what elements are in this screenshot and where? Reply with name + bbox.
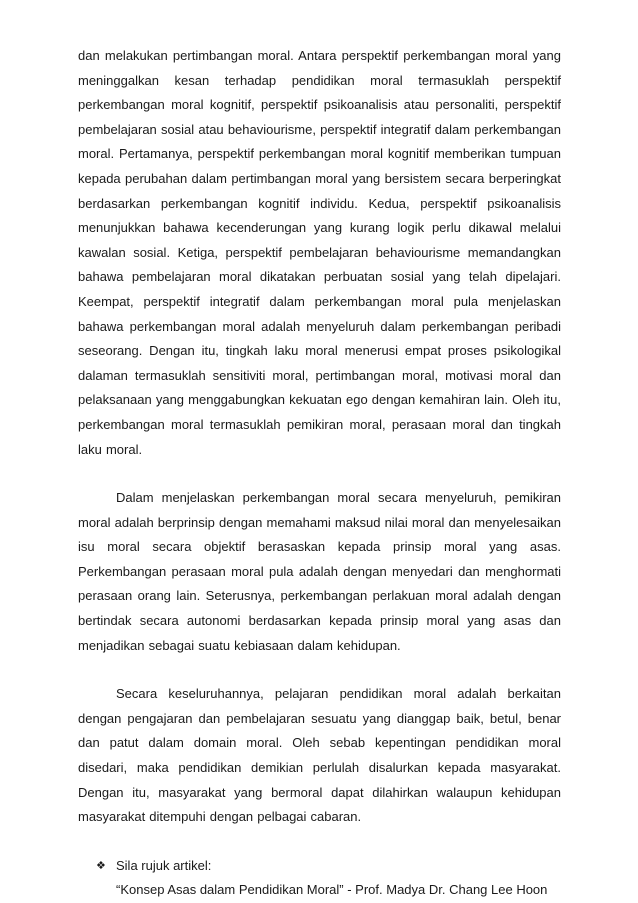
body-paragraph-1: dan melakukan pertimbangan moral. Antara perspektif perkembangan moral yang meninggalkan kesan terhadap pendidikan moral termasuklah perspektif perkembangan moral kognitif, perspektif psikoanalisis atau personaliti, perspektif pembelajaran sosial atau behaviourisme, perspektif integratif dalam perkembangan moral. Pertamanya, perspektif perkembangan moral kognitif memberikan tumpuan kepada perubahan dalam pertimbangan moral yang bersistem secara berperingkat berdasarkan perkembangan kognitif individu. Kedua, perspektif psikoanalisis menunjukkan bahawa kecenderungan yang kurang logik perlu dikawal melalui kawalan sosial. Ketiga, perspektif pembelajaran behaviourisme memandangkan bahawa pembelajaran moral dikatakan perbuatan sosial yang telah dipelajari. Keempat, perspektif integratif dalam perkembangan moral pula menjelaskan bahawa perkembangan moral adalah menyeluruh dalam perkembangan peribadi seseorang. Dengan itu, tingkah laku moral menerusi empat proses psikologikal dalaman termasuklah sensitiviti moral, pertimbangan moral, motivasi moral dan pelaksanaan yang menggabungkan kekuatan ego dengan kemahiran lain. Oleh itu, perkembangan moral termasuklah pemikiran moral, perasaan moral dan tingkah laku moral. [78,48,561,457]
reference-block [96,854,561,903]
paragraph-spacer [78,658,561,682]
body-paragraph-2: Dalam menjelaskan perkembangan moral secara menyeluruh, pemikiran moral adalah berprinsip dengan memahami maksud nilai moral dan menyelesaikan isu moral secara objektif berasaskan kepada prinsip moral yang asas. Perkembangan perasaan moral pula adalah dengan menyedari dan menghormati perasaan orang lain. Seterusnya, perkembangan perlakuan moral adalah dengan bertindak secara autonomi berdasarkan kepada prinsip moral yang asas dan menjadikan sebagai suatu kebiasaan dalam kehidupan. [78,490,561,653]
paragraph-spacer [78,462,561,486]
reference-label-line [96,854,561,879]
body-paragraph-3: Secara keseluruhannya, pelajaran pendidikan moral adalah berkaitan dengan pengajaran dan pembelajaran sesuatu yang dianggap baik, betul, benar dan patut dalam domain moral. Oleh sebab kepentingan pendidikan moral disedari, maka pendidikan demikian perlulah disalurkan kepada masyarakat. Dengan itu, masyarakat yang bermoral dapat dilahirkan walaupun kehidupan masyarakat ditempuhi dengan pelbagai cabaran. [78,686,561,825]
paragraph-spacer [78,830,561,854]
reference-label: Sila rujuk artikel: [116,857,212,873]
document-page [78,44,561,903]
reference-citation: “Konsep Asas dalam Pendidikan Moral” - Prof. Madya Dr. Chang Lee Hoon [116,882,548,898]
diamond-bullet-icon: ❖ [96,859,106,872]
